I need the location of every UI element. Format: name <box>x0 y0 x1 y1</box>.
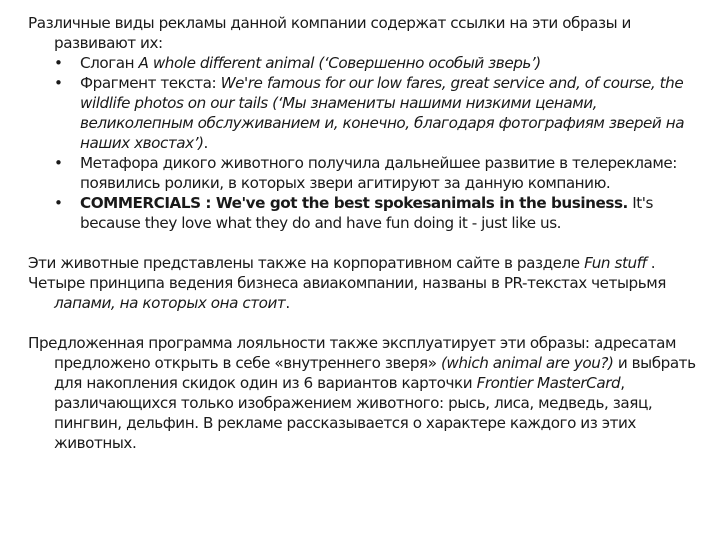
principles-paragraph <box>28 273 712 313</box>
spacer <box>28 313 712 333</box>
bullet-icon: • <box>54 54 63 72</box>
slogan-label: Слоган <box>80 54 139 72</box>
loyalty-text-1: Предложенная программа лояльности также эксплуатирует эти образы: адресатам предложено открыть в себе «внутреннего зверя» <box>28 334 676 372</box>
list-item-tv-metaphor <box>55 153 712 193</box>
slogan-text: A whole different animal (‘Совершенно особый зверь’) <box>138 54 541 72</box>
list-item-text-fragment <box>55 73 712 153</box>
bullet-icon: • <box>54 154 63 172</box>
commercials-heading: COMMERCIALS : We've got the best spokesanimals in the business. <box>80 194 628 212</box>
bullet-icon: • <box>54 194 63 212</box>
loyalty-paragraph <box>28 333 712 453</box>
site-text: Эти животные представлены также на корпоративном сайте в разделе <box>28 254 585 272</box>
site-section-name: Fun stuff <box>584 254 647 272</box>
principles-italic: лапами, на которых она стоит <box>54 294 286 312</box>
site-paragraph <box>28 253 712 273</box>
intro-paragraph: Различные виды рекламы данной компании содержат ссылки на эти образы и развивают их: <box>28 14 631 52</box>
loyalty-italic-1: (which animal are you?) <box>440 354 614 372</box>
fragment-label: Фрагмент текста: <box>80 74 221 92</box>
ad-examples-list <box>28 53 712 233</box>
bullet-icon: • <box>54 74 63 92</box>
loyalty-text-2: и выбрать для накопления скидок один из 6 вариантов карточки <box>54 354 696 392</box>
list-item-commercials <box>55 193 712 233</box>
commercials-text: It's because they love what they do and have fun doing it - just like us. <box>80 194 653 232</box>
loyalty-card-name: Frontier MasterCard <box>476 374 621 392</box>
fragment-text: We're famous for our low fares, great service and, of course, the wildlife photos on our tails (‘Мы знамениты нашими низкими ценами, великолепным обслуживанием и, конечно, благодаря фотографиям зверей на наших хвостах’) <box>80 74 685 152</box>
spacer <box>28 233 712 253</box>
site-end: . <box>646 254 656 272</box>
principles-text: Четыре принципа ведения бизнеса авиакомпании, названы в PR-текстах четырьмя <box>28 274 666 292</box>
tv-metaphor-text: Метафора дикого животного получила дальнейшее развитие в телерекламе: появились ролики, в которых звери агитируют за данную компанию. <box>80 154 677 192</box>
principles-end: . <box>285 294 290 312</box>
loyalty-text-3: , различающихся только изображением животного: рысь, лиса, медведь, заяц, пингвин, дельфин. В рекламе рассказывается о характере каждого из этих животных. <box>54 374 653 452</box>
list-item-slogan <box>55 53 712 73</box>
fragment-end: . <box>203 134 208 152</box>
